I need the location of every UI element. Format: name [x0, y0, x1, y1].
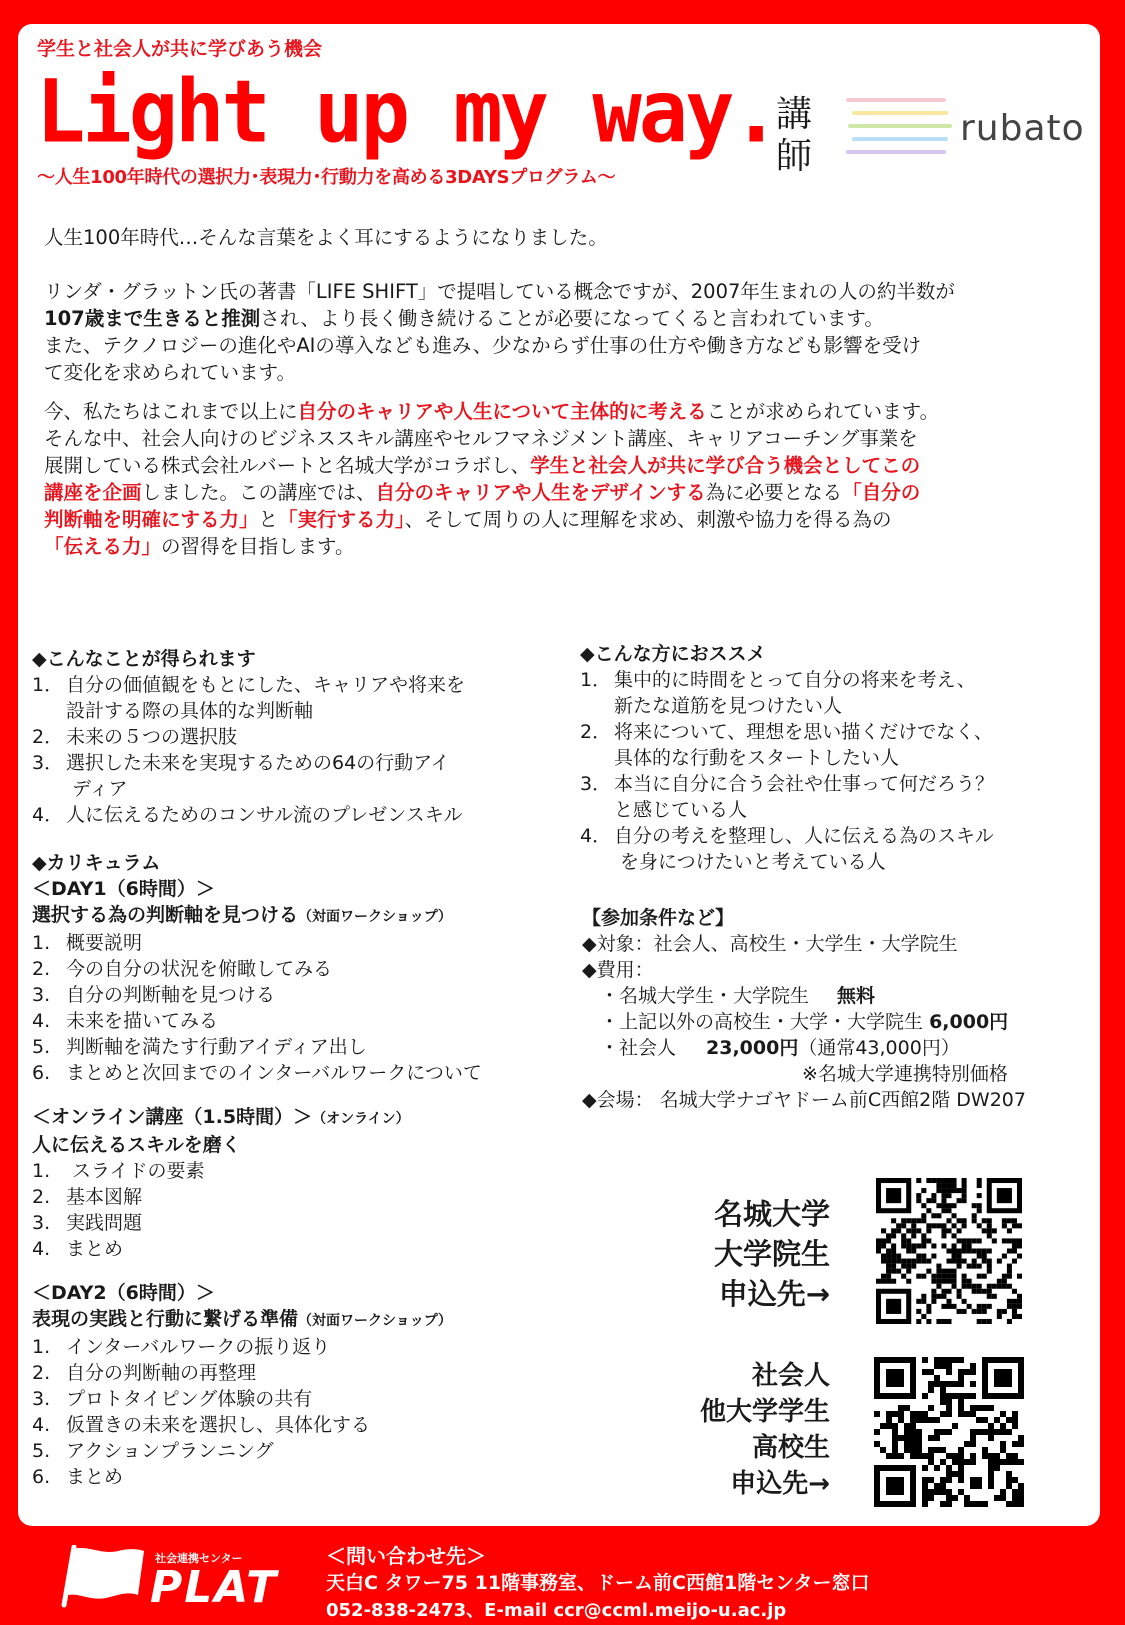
item-text: インターバルワークの振り返り	[66, 1336, 331, 1358]
day2-label: ＜DAY2（6時間）＞	[32, 1282, 215, 1304]
apply-line: 申込先→	[730, 1469, 830, 1499]
day1-title-row	[32, 902, 592, 930]
intro-text-span: ことが求められています。	[706, 400, 940, 423]
fee-label: ◆費用：	[582, 959, 654, 981]
item-number: 1．	[32, 674, 64, 696]
apply-line: 大学院生	[713, 1237, 830, 1271]
item-line: 本当に自分に合う会社や仕事って何だろう？	[614, 773, 995, 795]
list-item	[32, 930, 592, 956]
intro-text-span: と	[258, 508, 279, 531]
benefits-list	[32, 672, 552, 828]
item-number: 1.	[32, 1160, 51, 1182]
item-text: 自分の判断軸の再整理	[66, 1362, 257, 1384]
list-item	[32, 1158, 592, 1184]
plat-flag-icon	[60, 1545, 146, 1611]
plat-logo-small: 社会連携センター	[155, 1552, 243, 1565]
list-item	[32, 672, 552, 724]
item-text: まとめと次回までのインターバルワークについて	[66, 1062, 482, 1084]
curriculum-heading: ◆カリキュラム	[32, 852, 161, 874]
day2-title: 表現の実践と行動に繋げる準備	[32, 1308, 299, 1330]
item-number: 4.	[32, 1238, 51, 1260]
list-item	[32, 750, 552, 802]
intro-p2d: て変化を求められています。	[44, 361, 296, 384]
item-number: 2.	[32, 1186, 51, 1208]
apply-others-label	[640, 1358, 830, 1502]
intro-red-emphasis: 「実行する力」	[278, 508, 405, 531]
fee-special: ※名城大学連携特別価格	[802, 1063, 1008, 1085]
item-number: 5.	[32, 1440, 51, 1462]
fee-text: ・上記以外の高校生・大学・大学院生	[600, 1011, 924, 1033]
intro-p2a: リンダ・グラットン氏の著書「LIFE SHIFT」で提唱している概念ですが、2007年生まれの人の約半数が	[44, 280, 955, 303]
recommend-section	[580, 641, 1080, 875]
list-item	[32, 1060, 592, 1086]
item-number: 1.	[32, 1336, 51, 1358]
intro-text-span: され、より長く働き続けることが必要になってくると言われています。	[260, 307, 884, 330]
apply-line: 社会人	[751, 1361, 830, 1391]
fee-line-3	[582, 1035, 1092, 1061]
recommend-list	[580, 667, 1080, 875]
item-line: と感じている人	[614, 799, 748, 821]
fee-line-2	[582, 1009, 1092, 1035]
item-number: 6.	[32, 1062, 51, 1084]
curriculum-section	[32, 850, 592, 1490]
list-item	[32, 1210, 592, 1236]
online-label-row	[32, 1104, 592, 1132]
day1-list	[32, 930, 592, 1086]
subtitle: ～人生100年時代の選択力･表現力･行動力を高める3DAYSプログラム～	[37, 167, 616, 188]
item-number: 2．	[580, 721, 612, 743]
contact-label: ＜問い合わせ先＞	[326, 1544, 486, 1568]
intro-p2b	[44, 305, 1094, 332]
lecturer-label: 講師	[776, 94, 813, 177]
list-item	[32, 1360, 592, 1386]
intro-text-span: の習得を目指します。	[161, 535, 355, 558]
apply-meijo-label	[660, 1194, 830, 1314]
item-line: 集中的に時間をとって自分の将来を考え、	[614, 669, 976, 691]
day1-label: ＜DAY1（6時間）＞	[32, 878, 215, 900]
qr-code-others[interactable]	[874, 1357, 1024, 1507]
item-line: 未来の５つの選択肢	[66, 726, 238, 748]
list-item	[32, 802, 552, 828]
intro-red-emphasis: 自分のキャリアや人生について主体的に考える	[297, 400, 707, 423]
intro-red-emphasis: 自分のキャリアや人生をデザインする	[375, 481, 706, 504]
item-line: を身につけたいと考えている人	[614, 851, 886, 873]
item-number: 2.	[32, 958, 51, 980]
intro-p4c	[44, 479, 1094, 506]
day2-list	[32, 1334, 592, 1490]
qr-code-meijo[interactable]	[876, 1178, 1022, 1324]
item-text: 概要説明	[66, 932, 143, 954]
list-item	[32, 1386, 592, 1412]
contact-info: 052-838-2473、E-mail ccr@ccml.meijo-u.ac.jp	[326, 1600, 787, 1621]
intro-text-span: 、そして周りの人に理解を求め、刺激や協力を得る為の	[404, 508, 892, 531]
item-number: 1.	[32, 932, 51, 954]
tagline: 学生と社会人が共に学びあう機会	[37, 38, 323, 60]
item-number: 3．	[580, 773, 612, 795]
item-text: まとめ	[66, 1238, 124, 1260]
intro-red-emphasis: 講座を企画	[44, 481, 142, 504]
item-text: 未来を描いてみる	[66, 1010, 219, 1032]
conditions-heading: 【参加条件など】	[582, 907, 735, 929]
intro-p4a: そんな中、社会人向けのビジネススキル講座やセルフマネジメント講座、キャリアコーチング事業を	[44, 427, 918, 450]
intro-text	[44, 224, 1094, 560]
benefits-section	[32, 646, 552, 828]
item-number: 2.	[32, 1362, 51, 1384]
apply-line: 他大学学生	[699, 1397, 830, 1427]
main-title: Light up my way.	[36, 62, 778, 163]
list-item	[32, 1236, 592, 1262]
list-item	[580, 771, 1080, 823]
list-item	[32, 1034, 592, 1060]
venue-line: ◆会場： 名城大学ナゴヤドーム前C西館2階 DW207	[582, 1089, 1026, 1111]
item-text: 今の自分の状況を俯瞰してみる	[66, 958, 333, 980]
item-number: 4.	[32, 1414, 51, 1436]
item-number: 3.	[32, 984, 51, 1006]
intro-p4e	[44, 533, 1094, 560]
fee-value: 無料	[837, 985, 876, 1007]
item-number: 3．	[32, 752, 64, 774]
fee-text: ・名城大学生・大学院生	[600, 985, 810, 1007]
list-item	[580, 667, 1080, 719]
intro-p1: 人生100年時代…そんな言葉をよく耳にするようになりました。	[44, 226, 608, 249]
online-note: （オンライン）	[312, 1111, 410, 1127]
item-line: 新たな道筋を見つけたい人	[614, 695, 843, 717]
online-label: ＜オンライン講座（1.5時間）＞	[32, 1106, 313, 1128]
recommend-heading: ◆こんな方におススメ	[580, 643, 766, 665]
item-number: 3.	[32, 1212, 51, 1234]
item-line: ディア	[66, 778, 128, 800]
item-line: 自分の価値観をもとにした、キャリアや将来を	[66, 674, 466, 696]
item-text: 判断軸を満たす行動アイディア出し	[66, 1036, 367, 1058]
fee-text: ・社会人	[600, 1037, 677, 1059]
day1-note: （対面ワークショップ）	[298, 909, 452, 925]
online-title: 人に伝えるスキルを磨く	[32, 1134, 241, 1156]
rubato-logo-text: rubato	[960, 108, 1085, 149]
item-text: アクションプランニング	[66, 1440, 274, 1462]
benefits-heading: ◆こんなことが得られます	[32, 648, 256, 670]
item-text: 自分の判断軸を見つける	[66, 984, 276, 1006]
plat-logo: PLAT	[150, 1562, 279, 1613]
item-number: 4.	[32, 1010, 51, 1032]
intro-p2c: また、テクノロジーの進化やAIの導入なども進み、少なからず仕事の仕方や働き方なども影響を受け	[44, 334, 922, 357]
list-item	[32, 1184, 592, 1210]
item-text: スライドの要素	[66, 1160, 205, 1182]
intro-red-emphasis: 「伝える力」	[44, 535, 162, 558]
fee-line-1	[582, 983, 1092, 1009]
item-text: まとめ	[66, 1466, 124, 1488]
target-line: ◆対象：社会人、高校生・大学生・大学院生	[582, 933, 958, 955]
intro-text-span: しました。この講座では、	[141, 481, 376, 504]
item-line: 将来について、理想を思い描くだけでなく、	[614, 721, 993, 743]
list-item	[32, 1438, 592, 1464]
item-number: 6.	[32, 1466, 51, 1488]
intro-p3	[44, 398, 1094, 425]
intro-red-emphasis: 学生と社会人が共に学び合う機会としてこの	[530, 454, 921, 477]
item-text: 実践問題	[66, 1212, 143, 1234]
list-item	[32, 1464, 592, 1490]
list-item	[580, 719, 1080, 771]
item-number: 5.	[32, 1036, 51, 1058]
intro-red-emphasis: 判断軸を明確にする力」	[44, 508, 259, 531]
online-list	[32, 1158, 592, 1262]
item-line: 具体的な行動をスタートしたい人	[614, 747, 900, 769]
intro-text-span: 為に必要となる	[705, 481, 843, 504]
conditions-section	[582, 905, 1092, 1113]
list-item	[32, 1008, 592, 1034]
contact-place: 天白C タワー75 11階事務室、ドーム前C西館1階センター窓口	[326, 1572, 870, 1594]
item-text: 仮置きの未来を選択し、具体化する	[66, 1414, 371, 1436]
apply-line: 名城大学	[713, 1197, 830, 1231]
item-number: 3.	[32, 1388, 51, 1410]
intro-p4b	[44, 452, 1094, 479]
intro-p4d	[44, 506, 1094, 533]
fee-value: 6,000円	[929, 1011, 1009, 1033]
apply-line: 高校生	[751, 1433, 830, 1463]
intro-text-span: 展開している株式会社ルバートと名城大学がコラボし、	[44, 454, 531, 477]
item-number: 2．	[32, 726, 64, 748]
item-number: 4．	[580, 825, 612, 847]
rubato-logo-mark	[846, 96, 956, 158]
item-text: プロトタイピング体験の共有	[66, 1388, 313, 1410]
item-number: 4．	[32, 804, 64, 826]
list-item	[32, 956, 592, 982]
list-item	[32, 982, 592, 1008]
apply-line: 申込先→	[718, 1277, 830, 1311]
fee-value: 23,000円	[706, 1037, 799, 1059]
day2-title-row	[32, 1306, 592, 1334]
item-line: 選択した未来を実現するための64の行動アイ	[66, 752, 450, 774]
item-line: 人に伝えるためのコンサル流のプレゼンスキル	[66, 804, 463, 826]
intro-red-emphasis: 「自分の	[842, 481, 921, 504]
day2-note: （対面ワークショップ）	[298, 1313, 452, 1329]
item-line: 自分の考えを整理し、人に伝える為のスキル	[614, 825, 994, 847]
list-item	[32, 1334, 592, 1360]
list-item	[32, 1412, 592, 1438]
intro-text-span: 今、私たちはこれまで以上に	[44, 400, 298, 423]
item-line: 設計する際の具体的な判断軸	[66, 700, 314, 722]
list-item	[580, 823, 1080, 875]
item-text: 基本図解	[66, 1186, 143, 1208]
list-item	[32, 724, 552, 750]
fee-note: （通常43,000円）	[798, 1037, 960, 1059]
intro-emphasis: 107歳まで生きると推測	[44, 307, 261, 330]
day1-title: 選択する為の判断軸を見つける	[32, 904, 299, 926]
item-number: 1．	[580, 669, 612, 691]
